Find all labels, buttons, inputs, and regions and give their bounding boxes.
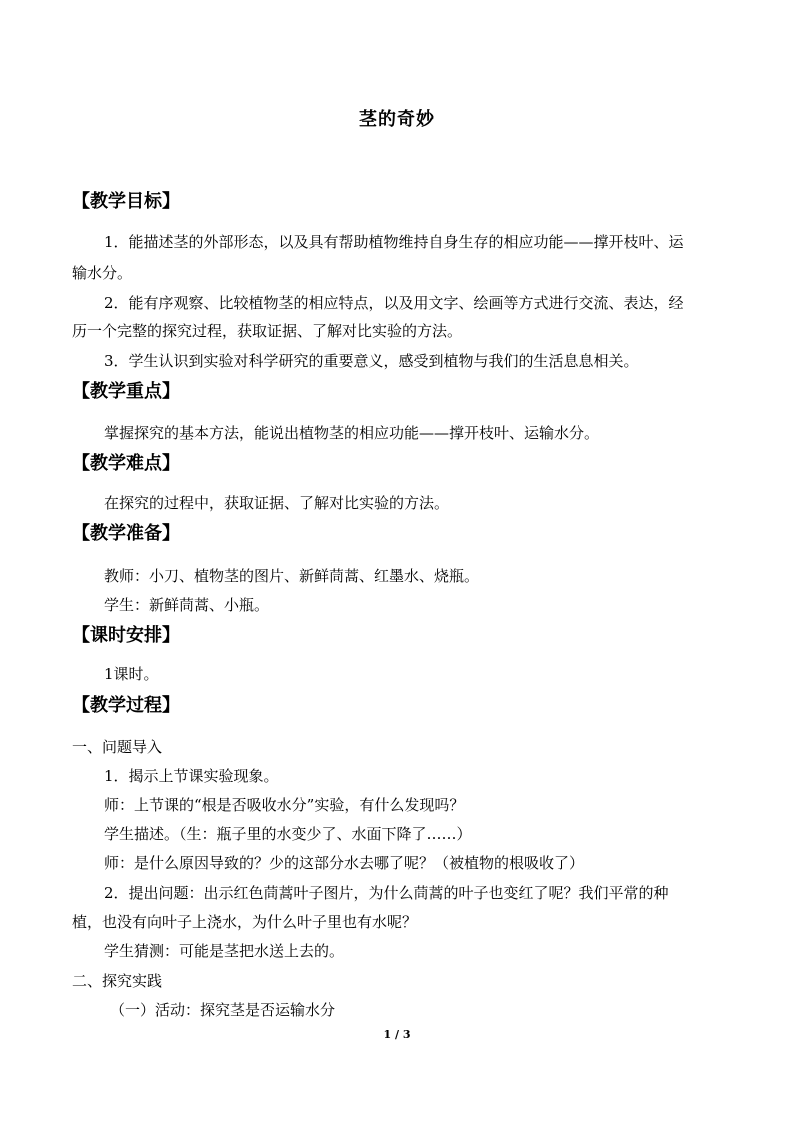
process-part2-title: 二、探究实践 (72, 972, 163, 990)
key-points-text: 掌握探究的基本方法，能说出植物茎的相应功能——撑开枝叶、运输水分。 (104, 424, 600, 442)
goal-line-1: 1．能描述茎的外部形态，以及具有帮助植物维持自身生存的相应功能——撑开枝叶、运 (104, 233, 684, 251)
heading-key-points: 【教学重点】 (72, 381, 180, 402)
preparation-student: 学生：新鲜茼蒿、小瓶。 (104, 596, 270, 614)
goal-line-5: 3．学生认识到实验对科学研究的重要意义，感受到植物与我们的生活息息相关。 (104, 352, 639, 370)
difficulties-text: 在探究的过程中，获取证据、了解对比实验的方法。 (104, 494, 450, 512)
preparation-teacher: 教师：小刀、植物茎的图片、新鲜茼蒿、红墨水、烧瓶。 (104, 567, 480, 585)
heading-goals: 【教学目标】 (72, 191, 180, 212)
document-title: 茎的奇妙 (359, 109, 435, 130)
goal-line-3: 2．能有序观察、比较植物茎的相应特点，以及用文字、绘画等方式进行交流、表达，经 (104, 294, 684, 312)
goal-line-2: 输水分。 (72, 264, 133, 282)
heading-schedule: 【课时安排】 (72, 625, 180, 646)
process-line-3: 学生描述。（生：瓶子里的水变少了、水面下降了……） (104, 825, 472, 843)
process-line-4: 师：是什么原因导致的？少的这部分水去哪了呢？（被植物的根吸收了） (104, 854, 585, 872)
heading-difficulties: 【教学难点】 (72, 453, 180, 474)
process-line-7: 学生猜测：可能是茎把水送上去的。 (104, 942, 345, 960)
heading-process: 【教学过程】 (72, 695, 180, 716)
goal-line-4: 历一个完整的探究过程，获取证据、了解对比实验的方法。 (72, 322, 463, 340)
schedule-text: 1课时。 (104, 665, 159, 683)
process-line-6: 植，也没有向叶子上浇水，为什么叶子里也有水呢？ (72, 913, 418, 931)
process-line-2: 师：上节课的“根是否吸收水分”实验，有什么发现吗？ (104, 796, 465, 814)
heading-preparation: 【教学准备】 (72, 523, 180, 544)
process-line-5: 2．提出问题：出示红色茼蒿叶子图片，为什么茼蒿的叶子也变红了呢？我们平常的种 (104, 884, 669, 902)
process-part1-title: 一、问题导入 (72, 738, 163, 756)
process-activity: （一）活动：探究茎是否运输水分 (110, 1001, 336, 1019)
process-line-1: 1．揭示上节课实验现象。 (104, 767, 279, 785)
page-number: 1 / 3 (383, 1028, 411, 1041)
